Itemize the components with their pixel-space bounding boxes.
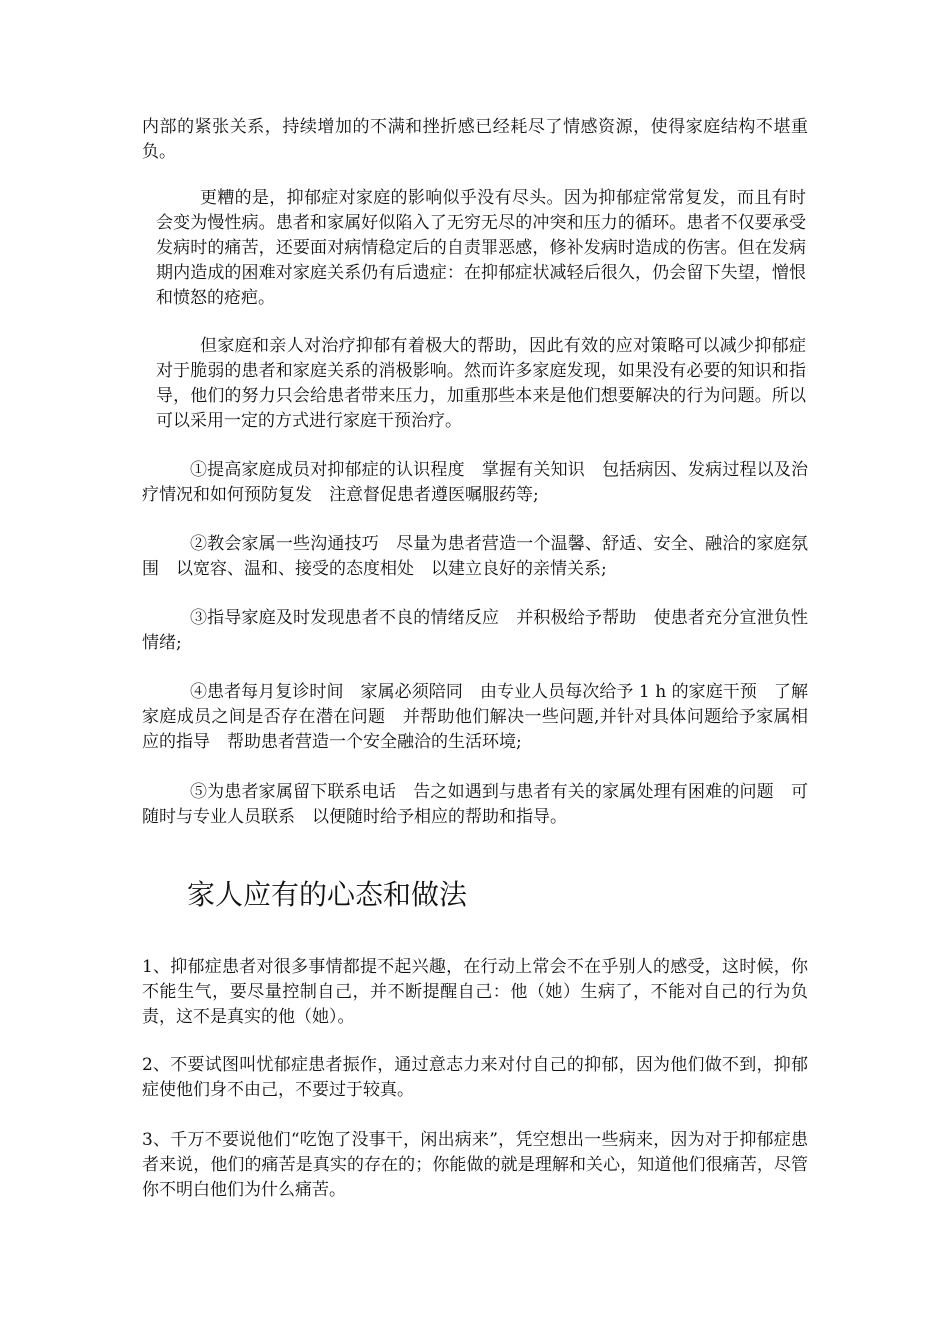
section-heading: 家人应有的心态和做法 (187, 878, 468, 911)
paragraph-family-help: 但家庭和亲人对治疗抑郁有着极大的帮助，因此有效的应对策略可以减少抑郁症对于脆弱的患者和家庭关系的消极影响。然而许多家庭发现，如果没有必要的知识和指导，他们的努力只会给患者带来压力，加重那些本来是他们想要解决的行为问题。所以可以采用一定的方式进行家庭干预治疗。 (156, 336, 806, 431)
list-item-4: ④患者每月复诊时间 家属必须陪同 由专业人员每次给予 1 h 的家庭干预 了解家庭成员之间是否存在潜在问题 并帮助他们解决一些问题,并针对具体问题给予家属相应的指导 帮助患者营造一个安全融洽的生活环境; (142, 682, 808, 752)
numbered-item-2: 2、不要试图叫忧郁症患者振作，通过意志力来对付自己的抑郁，因为他们做不到，抑郁症使他们身不由己，不要过于较真。 (142, 1055, 808, 1100)
paragraph-recurrence: 更糟的是，抑郁症对家庭的影响似乎没有尽头。因为抑郁症常常复发，而且有时会变为慢性病。患者和家属好似陷入了无穷无尽的冲突和压力的循环。患者不仅要承受发病时的痛苦，还要面对病情稳定后的自责罪恶感，修补发病时造成的伤害。但在发病期内造成的困难对家庭关系仍有后遗症：在抑郁症状减轻后很久，仍会留下失望，憎恨和愤怒的疮疤。 (156, 188, 806, 308)
paragraph-continuation: 内部的紧张关系，持续增加的不满和挫折感已经耗尽了情感资源，使得家庭结构不堪重负。 (142, 117, 808, 162)
numbered-item-1: 1、抑郁症患者对很多事情都提不起兴趣，在行动上常会不在乎别人的感受，这时候，你不能生气，要尽量控制自己，并不断提醒自己：他（她）生病了，不能对自己的行为负责，这不是真实的他（她）。 (142, 957, 808, 1027)
list-item-2: ②教会家属一些沟通技巧 尽量为患者营造一个温馨、舒适、安全、融洽的家庭氛围 以宽容、温和、接受的态度相处 以建立良好的亲情关系; (142, 534, 808, 579)
numbered-item-3: 3、千万不要说他们“吃饱了没事干，闲出病来”，凭空想出一些病来，因为对于抑郁症患者来说，他们的痛苦是真实的存在的；你能做的就是理解和关心，知道他们很痛苦，尽管你不明白他们为什么痛苦。 (142, 1130, 808, 1200)
list-item-1: ①提高家庭成员对抑郁症的认识程度 掌握有关知识 包括病因、发病过程以及治疗情况和如何预防复发 注意督促患者遵医嘱服药等; (142, 460, 808, 505)
list-item-5: ⑤为患者家属留下联系电话 告之如遇到与患者有关的家属处理有困难的问题 可随时与专业人员联系 以便随时给予相应的帮助和指导。 (142, 782, 808, 827)
list-item-3: ③指导家庭及时发现患者不良的情绪反应 并积极给予帮助 使患者充分宣泄负性情绪; (142, 608, 808, 653)
